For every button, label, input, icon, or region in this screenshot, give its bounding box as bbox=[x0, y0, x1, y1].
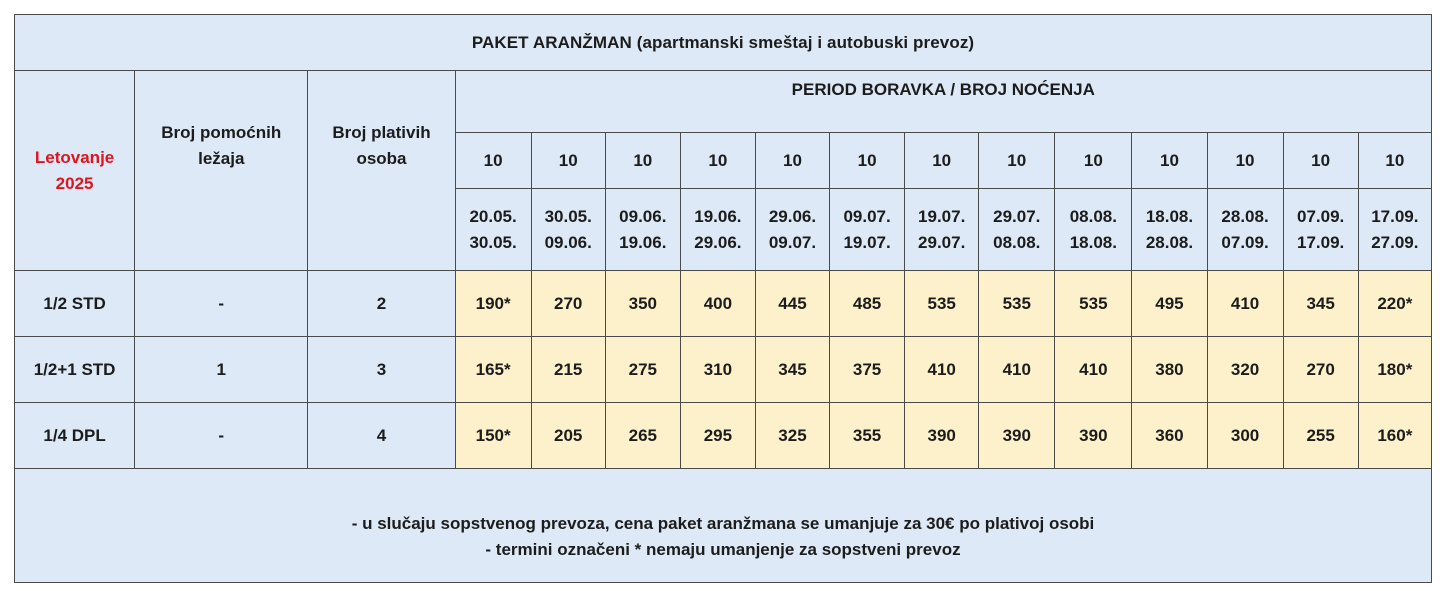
date-range-cell bbox=[455, 189, 531, 271]
price-table bbox=[14, 14, 1432, 583]
price-cell: 265 bbox=[605, 403, 680, 469]
date-range-cell bbox=[1283, 189, 1358, 271]
price-cell: 495 bbox=[1132, 271, 1207, 337]
date-to: 30.05. bbox=[469, 232, 517, 252]
price-cell: 410 bbox=[979, 337, 1055, 403]
date-range-cell bbox=[1207, 189, 1283, 271]
date-to: 29.07. bbox=[918, 232, 966, 252]
price-cell: 220* bbox=[1358, 271, 1431, 337]
date-range-cell bbox=[979, 189, 1055, 271]
price-cell: 535 bbox=[1055, 271, 1132, 337]
date-to: 08.08. bbox=[993, 232, 1041, 252]
price-cell: 275 bbox=[605, 337, 680, 403]
nights-cell: 10 bbox=[1055, 133, 1132, 189]
extra-beds-cell: - bbox=[135, 403, 308, 469]
price-cell: 410 bbox=[905, 337, 979, 403]
note-line: - termini označeni * nemaju umanjenje za sopstveni prevoz bbox=[485, 539, 961, 559]
price-cell: 190* bbox=[455, 271, 531, 337]
paying-persons-cell: 3 bbox=[308, 337, 455, 403]
date-to: 29.06. bbox=[694, 232, 742, 252]
nights-cell: 10 bbox=[455, 133, 531, 189]
room-type-cell: 1/4 DPL bbox=[15, 403, 135, 469]
notes-row bbox=[15, 469, 1432, 583]
season-year: 2025 bbox=[55, 173, 94, 193]
table-row bbox=[15, 271, 1432, 337]
date-from: 17.09. bbox=[1371, 207, 1419, 226]
price-cell: 390 bbox=[979, 403, 1055, 469]
price-cell: 400 bbox=[680, 271, 755, 337]
beds-header bbox=[135, 71, 308, 271]
price-cell: 345 bbox=[1283, 271, 1358, 337]
extra-beds-cell: 1 bbox=[135, 337, 308, 403]
price-cell: 535 bbox=[979, 271, 1055, 337]
price-cell: 320 bbox=[1207, 337, 1283, 403]
price-cell: 255 bbox=[1283, 403, 1358, 469]
date-from: 30.05. bbox=[544, 207, 592, 226]
price-cell: 390 bbox=[1055, 403, 1132, 469]
extra-beds-cell: - bbox=[135, 271, 308, 337]
note-line: - u slučaju sopstvenog prevoza, cena paket aranžmana se umanjuje za 30€ po plativoj osobi bbox=[351, 514, 1095, 533]
price-cell: 345 bbox=[755, 337, 829, 403]
price-cell: 295 bbox=[680, 403, 755, 469]
date-from: 09.07. bbox=[843, 207, 891, 226]
price-cell: 270 bbox=[1283, 337, 1358, 403]
price-cell: 355 bbox=[830, 403, 905, 469]
price-cell: 300 bbox=[1207, 403, 1283, 469]
price-table-container bbox=[14, 14, 1432, 583]
date-range-cell bbox=[755, 189, 829, 271]
price-cell: 390 bbox=[905, 403, 979, 469]
price-cell: 445 bbox=[755, 271, 829, 337]
date-from: 29.07. bbox=[993, 207, 1041, 226]
date-from: 09.06. bbox=[619, 207, 667, 226]
paying-persons-cell: 4 bbox=[308, 403, 455, 469]
price-cell: 310 bbox=[680, 337, 755, 403]
date-range-cell bbox=[1358, 189, 1431, 271]
date-from: 19.07. bbox=[918, 207, 966, 226]
paying-persons-cell: 2 bbox=[308, 271, 455, 337]
price-cell: 410 bbox=[1055, 337, 1132, 403]
date-to: 17.09. bbox=[1297, 232, 1345, 252]
room-type-cell: 1/2 STD bbox=[15, 271, 135, 337]
date-from: 08.08. bbox=[1069, 207, 1117, 226]
nights-cell: 10 bbox=[531, 133, 605, 189]
price-cell: 380 bbox=[1132, 337, 1207, 403]
nights-cell: 10 bbox=[979, 133, 1055, 189]
date-range-cell bbox=[905, 189, 979, 271]
date-to: 19.07. bbox=[843, 232, 891, 252]
date-from: 20.05. bbox=[469, 207, 517, 226]
price-cell: 535 bbox=[905, 271, 979, 337]
title-row bbox=[15, 15, 1432, 71]
notes-cell bbox=[15, 469, 1432, 583]
date-from: 19.06. bbox=[694, 207, 742, 226]
nights-cell: 10 bbox=[680, 133, 755, 189]
beds-header-line2: ležaja bbox=[198, 148, 245, 168]
date-from: 28.08. bbox=[1221, 207, 1269, 226]
price-cell: 410 bbox=[1207, 271, 1283, 337]
date-range-cell bbox=[680, 189, 755, 271]
price-cell: 160* bbox=[1358, 403, 1431, 469]
price-cell: 165* bbox=[455, 337, 531, 403]
persons-header-line1: Broj plativih bbox=[332, 123, 431, 142]
price-cell: 205 bbox=[531, 403, 605, 469]
price-cell: 485 bbox=[830, 271, 905, 337]
date-to: 07.09. bbox=[1221, 232, 1269, 252]
price-cell: 375 bbox=[830, 337, 905, 403]
table-row bbox=[15, 403, 1432, 469]
date-range-cell bbox=[1132, 189, 1207, 271]
date-to: 19.06. bbox=[619, 232, 667, 252]
date-range-cell bbox=[605, 189, 680, 271]
date-to: 28.08. bbox=[1145, 232, 1194, 252]
season-label: Letovanje bbox=[34, 148, 115, 167]
date-range-cell bbox=[1055, 189, 1132, 271]
date-to: 09.07. bbox=[768, 232, 817, 252]
nights-cell: 10 bbox=[1358, 133, 1431, 189]
price-cell: 350 bbox=[605, 271, 680, 337]
nights-cell: 10 bbox=[605, 133, 680, 189]
price-cell: 360 bbox=[1132, 403, 1207, 469]
beds-header-line1: Broj pomoćnih bbox=[161, 123, 282, 142]
persons-header bbox=[308, 71, 455, 271]
price-cell: 150* bbox=[455, 403, 531, 469]
season-cell bbox=[15, 71, 135, 271]
date-from: 29.06. bbox=[768, 207, 817, 226]
price-cell: 180* bbox=[1358, 337, 1431, 403]
date-to: 27.09. bbox=[1371, 232, 1419, 252]
room-type-cell: 1/2+1 STD bbox=[15, 337, 135, 403]
date-to: 18.08. bbox=[1069, 232, 1117, 252]
period-header: PERIOD BORAVKA / BROJ NOĆENJA bbox=[455, 71, 1431, 133]
table-row bbox=[15, 337, 1432, 403]
period-header-row bbox=[15, 71, 1432, 133]
nights-cell: 10 bbox=[1132, 133, 1207, 189]
persons-header-line2: osoba bbox=[356, 148, 407, 168]
nights-cell: 10 bbox=[905, 133, 979, 189]
table-title: PAKET ARANŽMAN (apartmanski smeštaj i autobuski prevoz) bbox=[15, 15, 1432, 71]
date-from: 07.09. bbox=[1297, 207, 1345, 226]
table-body bbox=[15, 15, 1432, 583]
nights-cell: 10 bbox=[1283, 133, 1358, 189]
nights-cell: 10 bbox=[1207, 133, 1283, 189]
date-range-cell bbox=[830, 189, 905, 271]
price-cell: 215 bbox=[531, 337, 605, 403]
price-cell: 325 bbox=[755, 403, 829, 469]
date-to: 09.06. bbox=[544, 232, 592, 252]
price-cell: 270 bbox=[531, 271, 605, 337]
nights-cell: 10 bbox=[830, 133, 905, 189]
date-from: 18.08. bbox=[1145, 207, 1194, 226]
date-range-cell bbox=[531, 189, 605, 271]
nights-cell: 10 bbox=[755, 133, 829, 189]
